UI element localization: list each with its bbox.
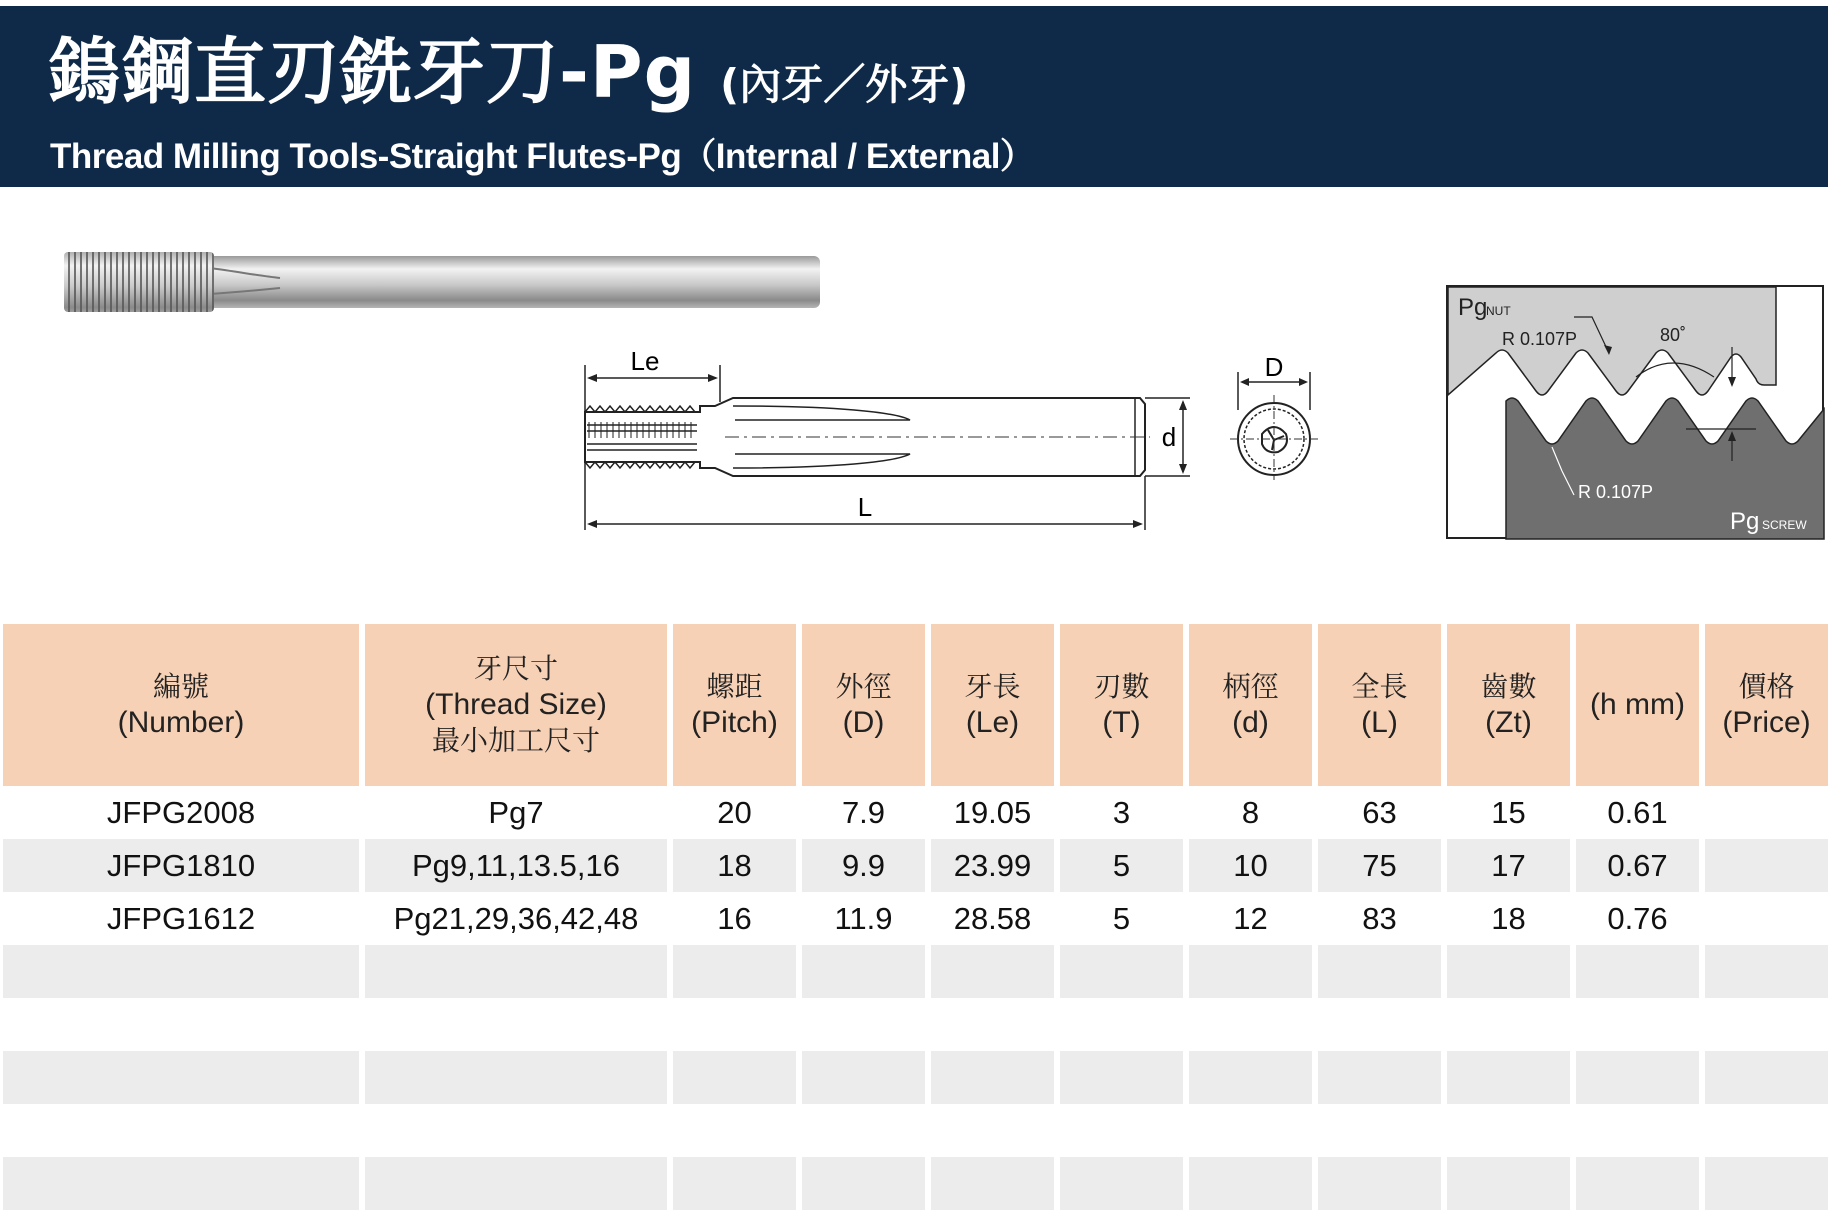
shank — [240, 256, 820, 308]
table-cell: 18 — [1491, 900, 1526, 936]
table-row — [3, 998, 1828, 1051]
thread-profile-diagram — [1446, 285, 1826, 541]
table-cell — [3, 1104, 359, 1157]
table-cell: JFPG1810 — [3, 839, 359, 892]
table-row — [3, 1051, 1828, 1104]
table-cell: 15 — [1491, 794, 1526, 830]
table-cell — [1189, 1157, 1312, 1210]
header-teeth: 齒數 (Zt) — [1447, 624, 1570, 786]
table-cell: 16 — [717, 900, 752, 936]
header-thread-length: 牙長 (Le) — [931, 624, 1054, 786]
table-cell: 8 — [1241, 794, 1260, 830]
table-cell — [1318, 945, 1441, 998]
table-cell: 0.67 — [1576, 839, 1699, 892]
table-cell — [673, 945, 796, 998]
table-cell — [1318, 1051, 1441, 1104]
header-flutes: 刃數 (T) — [1060, 624, 1183, 786]
table-cell — [1318, 1157, 1441, 1210]
table-cell — [1705, 892, 1828, 945]
table-cell — [1576, 945, 1699, 998]
table-cell: Pg7 — [488, 794, 544, 830]
screw-label: Pg — [1730, 508, 1760, 535]
header-overall-length: 全長 (L) — [1318, 624, 1441, 786]
table-cell — [1447, 945, 1570, 998]
table-cell — [931, 945, 1054, 998]
table-cell — [802, 1051, 925, 1104]
screw-sub-label: SCREW — [1762, 518, 1807, 532]
table-cell — [931, 998, 1054, 1051]
table-cell — [1705, 786, 1828, 839]
d-outer-label: D — [1264, 352, 1284, 382]
table-cell — [1576, 1104, 1699, 1157]
table-row — [3, 1157, 1828, 1210]
page-title-chinese-suffix: (內牙／外牙) — [720, 60, 969, 109]
table-cell — [1447, 1104, 1570, 1157]
table-cell — [1318, 1104, 1441, 1157]
table-cell — [1576, 1051, 1699, 1104]
table-cell — [931, 1104, 1054, 1157]
table-cell: 10 — [1189, 839, 1312, 892]
table-cell — [1060, 998, 1183, 1051]
table-cell: 3 — [1112, 794, 1131, 830]
h-label: h — [1722, 403, 1733, 423]
table-cell — [3, 945, 359, 998]
table-cell: 0.61 — [1607, 794, 1668, 830]
title-banner — [0, 6, 1828, 187]
header-h-mm: (h mm) — [1576, 624, 1699, 786]
table-row — [3, 786, 1828, 839]
table-cell: 11.9 — [834, 900, 893, 936]
nut-sub-label: NUT — [1486, 304, 1511, 318]
table-cell: 5 — [1112, 900, 1131, 936]
table-cell — [1705, 998, 1828, 1051]
thread-section — [64, 252, 214, 312]
table-cell — [931, 1051, 1054, 1104]
table-cell: 12 — [1233, 900, 1268, 936]
table-cell: 23.99 — [931, 839, 1054, 892]
table-cell — [1447, 1157, 1570, 1210]
table-cell — [1060, 945, 1183, 998]
header-price: 價格 (Price) — [1705, 624, 1828, 786]
table-cell — [802, 1104, 925, 1157]
table-cell — [1705, 1104, 1828, 1157]
table-cell — [1189, 998, 1312, 1051]
table-row — [3, 945, 1828, 998]
table-cell — [1705, 945, 1828, 998]
table-cell — [1318, 998, 1441, 1051]
table-cell: 17 — [1447, 839, 1570, 892]
angle-label: 80˚ — [1660, 325, 1687, 345]
table-cell — [1447, 1051, 1570, 1104]
table-cell — [1189, 945, 1312, 998]
table-cell — [1705, 839, 1828, 892]
table-cell: 18 — [673, 839, 796, 892]
table-cell — [1576, 1157, 1699, 1210]
end-view-drawing — [1228, 350, 1318, 480]
d-shank-label: d — [1161, 422, 1177, 452]
table-cell: 5 — [1060, 839, 1183, 892]
table-cell: 83 — [1362, 900, 1397, 936]
table-cell — [365, 1104, 667, 1157]
table-row — [3, 892, 1828, 945]
table-cell: 63 — [1362, 794, 1397, 830]
table-cell — [1060, 1157, 1183, 1210]
header-shank-diameter: 柄徑 (d) — [1189, 624, 1312, 786]
table-cell — [3, 1051, 359, 1104]
table-cell — [1189, 1104, 1312, 1157]
table-cell: JFPG1612 — [106, 900, 256, 936]
nut-label: Pg — [1458, 294, 1488, 321]
table-cell: 75 — [1318, 839, 1441, 892]
table-cell — [3, 1157, 359, 1210]
table-cell — [3, 998, 359, 1051]
radius-top-label: R 0.107P — [1502, 329, 1578, 349]
table-cell — [1447, 998, 1570, 1051]
header-number: 編號 (Number) — [3, 624, 359, 786]
table-cell — [931, 1157, 1054, 1210]
table-cell — [673, 998, 796, 1051]
table-cell — [365, 945, 667, 998]
tool-photo — [60, 248, 830, 318]
table-cell: 19.05 — [953, 794, 1032, 830]
header-pitch: 螺距 (Pitch) — [673, 624, 796, 786]
radius-bottom-label: R 0.107P — [1578, 482, 1654, 502]
table-cell — [802, 945, 925, 998]
table-cell — [802, 998, 925, 1051]
spec-table — [0, 624, 1828, 1210]
table-cell — [673, 1104, 796, 1157]
page-title-english: Thread Milling Tools-Straight Flutes-Pg（Internal / External） — [50, 137, 1035, 176]
page-title-chinese: 鎢鋼直刃銑牙刀-Pg — [48, 30, 697, 114]
table-cell — [673, 1051, 796, 1104]
table-cell — [1576, 998, 1699, 1051]
table-row — [3, 839, 1828, 892]
table-cell: 9.9 — [802, 839, 925, 892]
l-label: L — [857, 492, 873, 522]
table-cell: Pg9,11,13.5,16 — [365, 839, 667, 892]
table-cell — [673, 1157, 796, 1210]
table-cell — [365, 1157, 667, 1210]
table-cell: JFPG2008 — [106, 794, 256, 830]
table-cell: 28.58 — [953, 900, 1032, 936]
dimension-drawing — [575, 340, 1195, 540]
table-cell: Pg21,29,36,42,48 — [393, 900, 639, 936]
table-cell — [1060, 1104, 1183, 1157]
table-cell — [1060, 1051, 1183, 1104]
le-label: Le — [630, 346, 660, 376]
table-cell: 20 — [717, 794, 752, 830]
header-outer-diameter: 外徑 (D) — [802, 624, 925, 786]
header-thread-size: 牙尺寸 (Thread Size) 最小加工尺寸 — [365, 624, 667, 786]
table-cell — [1705, 1051, 1828, 1104]
table-cell — [1189, 1051, 1312, 1104]
table-cell: 7.9 — [841, 794, 886, 830]
table-row — [3, 1104, 1828, 1157]
table-cell — [802, 1157, 925, 1210]
table-header-row — [3, 624, 1828, 786]
table-cell — [1705, 1157, 1828, 1210]
table-cell — [365, 1051, 667, 1104]
table-cell: 0.76 — [1607, 900, 1668, 936]
table-cell — [365, 998, 667, 1051]
